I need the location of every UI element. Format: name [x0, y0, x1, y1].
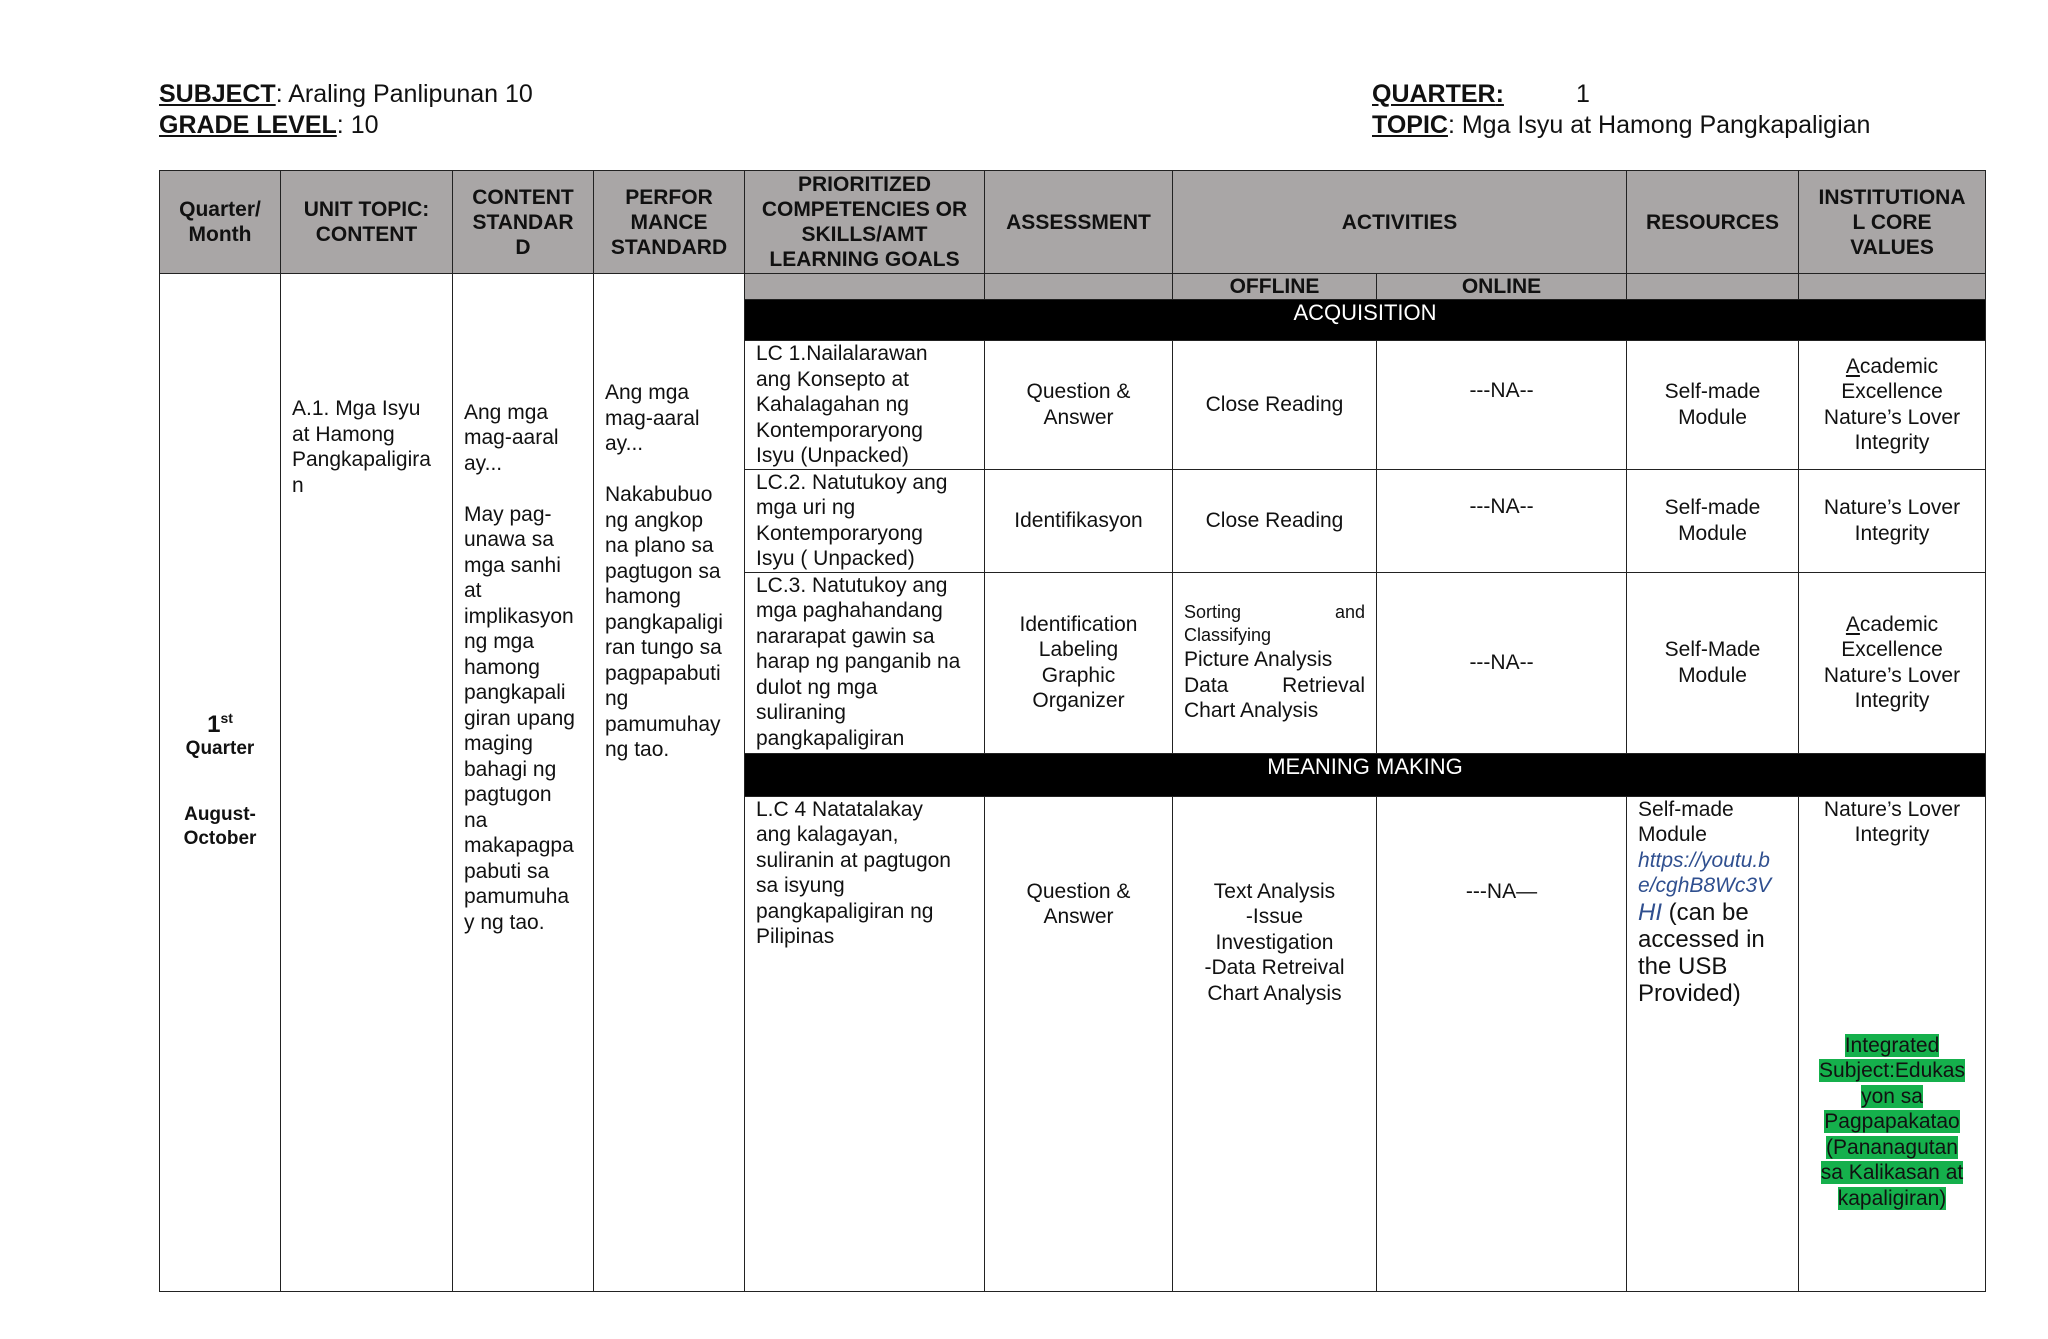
text-line: August-: [184, 804, 256, 826]
offline-cell: [1173, 341, 1377, 470]
text-line: Close Reading: [1205, 508, 1344, 532]
quarter-cell: 1st Quarter August- October: [160, 274, 281, 1292]
text-line: ang Konsepto at: [756, 367, 909, 391]
text-line: mga uri ng: [756, 496, 856, 519]
online-cell: ---NA--: [1377, 341, 1627, 470]
text-line: Module: [1678, 405, 1747, 429]
text-line: pangkapaligiran: [756, 726, 905, 750]
col-unit-topic: [281, 171, 453, 274]
text-line: COMPETENCIES OR: [761, 198, 968, 221]
subject-value: : Araling Panlipunan 10: [275, 80, 533, 108]
text-line: ay...: [464, 451, 503, 475]
text-line: Kontemporaryong: [756, 521, 923, 545]
text-line: VALUES: [1850, 235, 1934, 259]
topic-value: : Mga Isyu at Hamong Pangkapaligian: [1447, 111, 1871, 139]
text-line: Module: [1638, 823, 1707, 846]
online-cell: ---NA--: [1377, 572, 1627, 753]
column-header-row: [160, 171, 1986, 274]
assessment-cell: [985, 341, 1173, 470]
text-line: mga paghahandang: [756, 599, 943, 622]
resources-cell: [1627, 572, 1799, 753]
text-line: ng angkop: [605, 508, 704, 532]
text-line: October: [183, 828, 257, 850]
text-line: mga sanhi: [464, 553, 561, 577]
text-line: -Data Retreival: [1204, 956, 1345, 979]
text-line: LEARNING GOALS: [769, 248, 960, 271]
performance-standard-cell: [594, 274, 745, 1292]
text-line: ng: [605, 687, 629, 710]
text-line: Integrity: [1854, 521, 1930, 545]
text-line: ng mga: [464, 630, 535, 653]
col-performance-standard: [594, 171, 745, 274]
quarter-label: QUARTER:: [1372, 80, 1504, 108]
text-line: Organizer: [1032, 689, 1125, 712]
text-line: CONTENT: [315, 223, 418, 246]
text-line: sa isyung: [756, 874, 845, 897]
text-line: [605, 457, 733, 483]
text-line: Ang mga: [605, 381, 690, 404]
text-line: Self-made: [1664, 380, 1761, 404]
text-line: pangkapaligi: [605, 610, 723, 634]
col-resources: RESOURCES: [1627, 171, 1799, 274]
text-line: at Hamong: [292, 422, 395, 446]
text-line: pabuti sa: [464, 859, 550, 883]
text-line: maging: [464, 732, 533, 755]
text-line: Labeling: [1038, 638, 1119, 661]
text-line: D: [515, 235, 531, 259]
text-line: pangkapaligiran ng: [756, 899, 934, 923]
text-line: n: [292, 473, 304, 497]
topic-label: TOPIC: [1372, 111, 1448, 139]
col-activities: ACTIVITIES: [1173, 171, 1627, 274]
text-line: pagtugon: [464, 783, 552, 806]
header-right: [1372, 79, 1870, 141]
text-line: Question &: [1026, 380, 1131, 404]
text-line: suliraning: [756, 701, 846, 724]
text-line: MANCE: [630, 210, 708, 234]
resources-cell: [1627, 469, 1799, 572]
text-line: Provided): [1638, 979, 1741, 1007]
text-line: Nature’s Lover: [1823, 797, 1961, 821]
text-line: Ang mga: [464, 400, 549, 424]
text-line: nararapat gawin sa: [756, 624, 935, 648]
text-line: CONTENT: [472, 185, 574, 209]
text-line: Text Analysis: [1213, 879, 1336, 903]
text-line: STANDARD: [610, 235, 728, 259]
values-cell: Academic Excellence Nature’s Lover Integrity: [1799, 341, 1986, 470]
text-line: y ng tao.: [464, 910, 545, 934]
text-line: Close Reading: [1205, 393, 1344, 416]
col-content-standard: [453, 171, 594, 274]
text-line: Month: [188, 223, 252, 246]
text-line: suliranin at pagtugon: [756, 848, 951, 872]
text-line: L.C 4 Natatalakay: [756, 797, 923, 821]
text-line: implikasyon: [464, 604, 574, 628]
text-line: Self-Made: [1664, 638, 1761, 661]
text-line: PERFOR: [625, 185, 713, 209]
text-line: accessed in: [1638, 925, 1765, 953]
text-line: SKILLS/AMT: [801, 223, 928, 246]
band-meaning-making-label: MEANING MAKING: [745, 753, 1986, 796]
text-line: Answer: [1043, 405, 1114, 429]
subject-label: SUBJECT: [159, 80, 276, 108]
text-line: hamong: [464, 655, 540, 679]
col-online: ONLINE: [1377, 274, 1627, 300]
text-line: at: [464, 579, 482, 602]
offline-cell: [1173, 469, 1377, 572]
text-line: INSTITUTIONA: [1818, 185, 1966, 209]
text-line: makapagpa: [464, 834, 574, 857]
text-line: Chart Analysis: [1207, 981, 1342, 1005]
grade-value: : 10: [336, 111, 379, 139]
text-line: Isyu ( Unpacked): [756, 547, 915, 570]
text-line: Kontemporaryong: [756, 418, 923, 442]
text-line: Pangkapaligira: [292, 448, 431, 472]
text-line: dulot ng mga: [756, 675, 878, 699]
text-line: pangkapali: [464, 681, 566, 704]
text-line: STANDAR: [472, 210, 574, 234]
text-line: Nakabubuo: [605, 483, 713, 506]
text-line: UNIT TOPIC:: [303, 198, 430, 221]
text-line: Graphic: [1041, 663, 1116, 687]
text-line: the USB: [1638, 952, 1728, 980]
curriculum-table: [159, 170, 1986, 1292]
text-line: pamumuha: [464, 885, 570, 908]
text-line: ng tao.: [605, 738, 670, 761]
text-line: ang kalagayan,: [756, 823, 899, 846]
text-line: PRIORITIZED: [797, 173, 931, 196]
text-line: LC.2. Natutukoy ang: [756, 470, 948, 494]
text-line: ran tungo sa: [605, 636, 722, 659]
assessment-cell: [985, 796, 1173, 1291]
competency-cell: [745, 796, 985, 1291]
col-assessment: ASSESSMENT: [985, 171, 1173, 274]
text-line: [464, 476, 582, 502]
offline-cell: Sorting and Classifying Picture Analysis Data Retrieval Chart Analysis: [1173, 572, 1377, 753]
values-cell: [1799, 469, 1986, 572]
text-line: giran upang: [464, 706, 575, 730]
text-line: bahagi ng: [464, 757, 557, 781]
text-line: na: [464, 808, 488, 832]
text-line: Identifikasyon: [1014, 508, 1143, 532]
col-competencies: [745, 171, 985, 274]
text-line: Integrity: [1854, 823, 1930, 846]
text-line: Pilipinas: [756, 925, 835, 948]
competency-cell: [745, 572, 985, 753]
resources-cell: Self-made Module https://youtu.b e/cghB8Wc3V HI (can be accessed in the USB Provided): [1627, 796, 1799, 1291]
text-line: Answer: [1043, 905, 1114, 928]
text-line: LC.3. Natutukoy ang: [756, 573, 948, 597]
text-line: Investigation: [1215, 930, 1334, 954]
text-line: pamumuhay: [605, 712, 721, 736]
values-cell: Academic Excellence Nature’s Lover Integrity: [1799, 572, 1986, 753]
text-line: Kahalagahan ng: [756, 393, 909, 416]
text-line: pagtugon sa: [605, 559, 721, 583]
online-cell: ---NA—: [1377, 796, 1627, 1291]
online-cell: ---NA--: [1377, 469, 1627, 572]
text-line: unawa sa: [464, 528, 554, 551]
text-line: May pag-: [464, 502, 552, 526]
text-line: mag-aaral: [464, 426, 559, 449]
assessment-cell: [985, 469, 1173, 572]
text-line: Question &: [1026, 879, 1131, 903]
text-line: Isyu (Unpacked): [756, 444, 909, 467]
text-line: hamong: [605, 585, 681, 608]
competency-cell: [745, 341, 985, 470]
text-line: LC 1.Nailalarawan: [756, 342, 928, 365]
col-quarter-month: [160, 171, 281, 274]
text-line: Module: [1678, 663, 1747, 687]
text-line: Quarter/: [179, 198, 261, 221]
col-offline: OFFLINE: [1173, 274, 1377, 300]
text-line: harap ng panganib na: [756, 650, 961, 673]
text-line: pagpapabuti: [605, 661, 721, 685]
text-line: Self-made: [1664, 496, 1761, 519]
quarter-value: 1: [1575, 80, 1590, 108]
grade-label: GRADE LEVEL: [159, 111, 337, 139]
content-standard-cell: [453, 274, 594, 1292]
text-line: Module: [1678, 521, 1747, 545]
text-line: Identification: [1019, 612, 1138, 636]
text-line: Nature’s Lover: [1823, 496, 1961, 519]
assessment-cell: [985, 572, 1173, 753]
offline-cell: [1173, 796, 1377, 1291]
text-line: na plano sa: [605, 534, 714, 557]
text-line: L CORE: [1852, 210, 1932, 234]
text-line: Self-made: [1638, 797, 1734, 821]
text-line: A.1. Mga Isyu: [292, 397, 421, 421]
band-acquisition-label: ACQUISITION: [745, 300, 1986, 341]
values-cell: [1799, 796, 1986, 1291]
activities-subheader-row: [160, 274, 1986, 300]
competency-cell: [745, 469, 985, 572]
text-line: mag-aaral: [605, 406, 700, 430]
text-line: -Issue: [1245, 905, 1304, 928]
text-line: ay...: [605, 432, 644, 455]
integrated-subject-highlight: Integrated Subject:Edukas yon sa Pagpapakatao (Pananagutan sa Kalikasan at kapaligiran): [1819, 1033, 1965, 1210]
col-core-values: [1799, 171, 1986, 274]
unit-topic-cell: [281, 274, 453, 1292]
header-left: [159, 79, 533, 141]
resources-cell: [1627, 341, 1799, 470]
resource-link[interactable]: https://youtu.b e/cghB8Wc3V: [1638, 848, 1772, 897]
